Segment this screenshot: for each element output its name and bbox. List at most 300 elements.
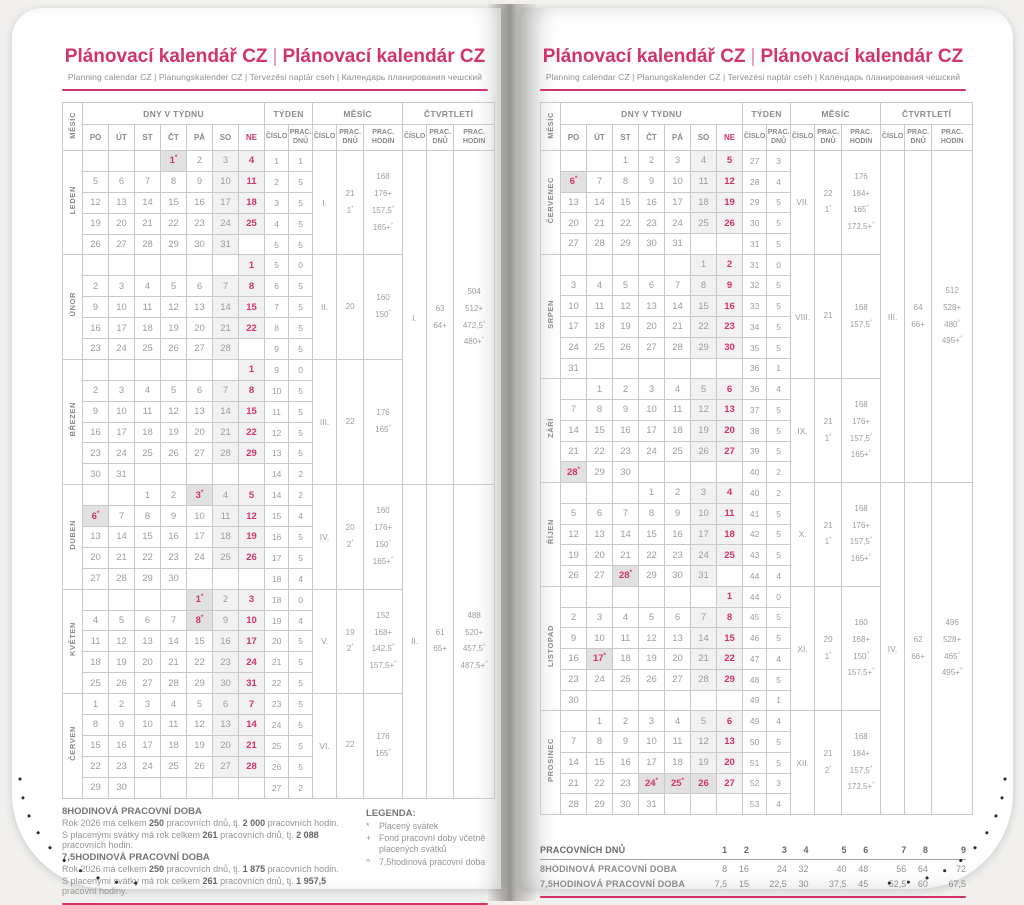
day-cell: 20 <box>83 547 109 568</box>
day-cell: 26 <box>613 337 639 358</box>
day-cell: 23 <box>561 669 587 690</box>
day-cell: 23 <box>83 443 109 464</box>
day-cell: 9 <box>109 715 135 736</box>
workdays-col-header: 2 <box>727 842 749 860</box>
day-cell: 10 <box>187 506 213 527</box>
week-number-cell: 36 <box>743 379 767 400</box>
day-cell: 16 <box>613 420 639 441</box>
text-segment: 261 <box>202 829 218 840</box>
day-cell <box>213 777 239 798</box>
workdays-value: 48 <box>858 864 869 874</box>
month-number-cell: IV. <box>313 485 337 589</box>
day-cell: 7 <box>691 607 717 628</box>
workdays-row-label: 7,5HODINOVÁ PRACOVNÍ DOBA <box>540 879 686 889</box>
day-cell: 5 <box>613 275 639 296</box>
day-cell: 30 <box>109 777 135 798</box>
day-cell: 15 <box>187 631 213 652</box>
week-workdays-cell: 5 <box>767 752 791 773</box>
week-workdays-cell: 2 <box>767 483 791 504</box>
day-cell: 27 <box>109 234 135 255</box>
day-cell: 10 <box>239 610 265 631</box>
day-cell: 2 <box>613 711 639 732</box>
footer-left <box>62 804 488 898</box>
day-cell: 6 <box>639 275 665 296</box>
week-workdays-cell: 5 <box>767 607 791 628</box>
day-cell: 9 <box>613 400 639 421</box>
day-cell: 18 <box>161 735 187 756</box>
day-cell: 30 <box>83 464 109 485</box>
day-cell: 10 <box>213 171 239 192</box>
day-cell: 11 <box>213 506 239 527</box>
day-cell: 27 <box>187 443 213 464</box>
day-cell: 23 <box>187 213 213 234</box>
month-header: MĚSÍC <box>791 103 881 125</box>
quarter-header: ČTVRTLETÍ <box>403 103 495 125</box>
day-cell: 10 <box>561 296 587 317</box>
week-workdays-cell: 5 <box>289 339 313 360</box>
day-cell: 10 <box>109 297 135 318</box>
day-cell: 30 <box>561 690 587 711</box>
day-cell <box>717 234 743 255</box>
day-cell: 13 <box>561 192 587 213</box>
day-cell: 5 <box>691 711 717 732</box>
day-cell: 31 <box>639 794 665 815</box>
day-cell: 25 <box>613 669 639 690</box>
day-cell <box>717 794 743 815</box>
subcolumn-header: PRAC. HODIN <box>364 125 403 151</box>
workdays-value: 37,5 <box>829 879 847 889</box>
day-cell: 4 <box>717 483 743 504</box>
day-cell: 17 <box>135 735 161 756</box>
day-cell: 2 <box>665 483 691 504</box>
day-cell: 7 <box>587 171 613 192</box>
subcolumn-header: ČÍSLO <box>313 125 337 151</box>
day-cell: 1 <box>83 694 109 715</box>
day-cell: 27 <box>587 566 613 587</box>
day-cell: 25* <box>665 773 691 794</box>
week-number-cell: 2 <box>265 171 289 192</box>
day-cell: 1 <box>717 586 743 607</box>
day-cell: 14 <box>561 752 587 773</box>
week-workdays-cell: 5 <box>289 234 313 255</box>
quarter-workdays-cell: 62 66+ <box>905 483 932 815</box>
workdays-row <box>540 860 966 876</box>
month-hours-cell: 160 176+ 150^ 165+^ <box>364 485 403 589</box>
day-cell: 2 <box>639 151 665 172</box>
month-number-cell: X. <box>791 483 815 587</box>
day-cell: 23 <box>613 773 639 794</box>
day-cell: 26 <box>691 773 717 794</box>
day-cell: 15 <box>717 628 743 649</box>
day-cell: 9 <box>187 171 213 192</box>
day-cell <box>83 589 109 610</box>
month-number-cell: VIII. <box>791 254 815 379</box>
day-cell: 5 <box>691 379 717 400</box>
week-number-cell: 36 <box>743 358 767 379</box>
day-cell: 9 <box>717 275 743 296</box>
day-cell: 17 <box>109 318 135 339</box>
day-cell: 20 <box>561 213 587 234</box>
workdays-value: 45 <box>858 879 869 889</box>
day-cell: 19 <box>691 420 717 441</box>
day-cell: 8 <box>587 400 613 421</box>
workdays-value: 8 <box>722 864 728 874</box>
week-workdays-cell: 5 <box>289 673 313 694</box>
subcolumn-header: ČÍSLO <box>881 125 905 151</box>
week-number-cell: 14 <box>265 485 289 506</box>
week-number-cell: 23 <box>265 694 289 715</box>
day-cell: 16 <box>109 735 135 756</box>
day-cell: 25 <box>239 213 265 234</box>
day-cell: 10 <box>691 503 717 524</box>
quarter-number-cell: IV. <box>881 483 905 815</box>
working-time-heading: 8HODINOVÁ PRACOVNÍ DOBA <box>62 805 202 817</box>
day-cell: 4 <box>135 380 161 401</box>
day-cell: 5 <box>561 503 587 524</box>
week-header: TÝDEN <box>265 103 313 125</box>
subcolumn-header: PRAC. DNŮ <box>767 125 791 151</box>
calendar-table <box>540 102 973 815</box>
day-cell: 18 <box>83 652 109 673</box>
day-cell: 27 <box>187 339 213 360</box>
day-cell: 11 <box>665 400 691 421</box>
day-cell: 9 <box>161 506 187 527</box>
month-label: ČERVEN <box>63 694 83 798</box>
workdays-row-label: 8HODINOVÁ PRACOVNÍ DOBA <box>540 864 678 874</box>
week-number-cell: 51 <box>743 752 767 773</box>
day-cell: 3 <box>691 483 717 504</box>
week-number-cell: 50 <box>743 732 767 753</box>
day-cell <box>213 359 239 380</box>
week-workdays-cell: 5 <box>767 400 791 421</box>
week-number-cell: 25 <box>265 735 289 756</box>
month-workdays-cell: 21 <box>815 254 842 379</box>
day-cell: 16 <box>717 296 743 317</box>
day-cell: 13 <box>135 631 161 652</box>
month-number-cell: XII. <box>791 711 815 815</box>
text-segment: Rok 2026 má celkem <box>62 864 150 875</box>
workdays-value: 24 <box>776 864 787 874</box>
day-cell <box>239 777 265 798</box>
month-hours-cell: 176 165^ <box>364 359 403 484</box>
week-number-cell: 7 <box>265 297 289 318</box>
day-cell: 25 <box>135 339 161 360</box>
day-cell: 2 <box>109 694 135 715</box>
day-cell: 3 <box>587 607 613 628</box>
workdays-col-header: 1 <box>700 842 727 860</box>
week-number-cell: 9 <box>265 339 289 360</box>
day-cell: 25 <box>213 547 239 568</box>
quarter-hours-cell: 504 512+ 472,5^ 480+^ <box>454 151 495 485</box>
month-workdays-cell: 21 1* <box>815 379 842 483</box>
day-cell: 27 <box>665 669 691 690</box>
subcolumn-header: PRAC. HODIN <box>454 125 495 151</box>
day-cell: 22 <box>717 649 743 670</box>
workdays-value: 60 <box>917 879 928 889</box>
day-cell: 13 <box>187 401 213 422</box>
day-cell: 30 <box>187 234 213 255</box>
day-cell <box>135 464 161 485</box>
day-cell: 3 <box>561 275 587 296</box>
day-cell: 30 <box>665 566 691 587</box>
day-cell: 17 <box>213 192 239 213</box>
day-cell <box>691 462 717 483</box>
day-cell: 19 <box>109 652 135 673</box>
day-cell: 2 <box>213 589 239 610</box>
day-cell: 4 <box>239 151 265 172</box>
workdays-conversion-table <box>540 842 966 890</box>
day-cell <box>587 358 613 379</box>
day-cell: 7 <box>561 732 587 753</box>
day-cell: 12 <box>161 297 187 318</box>
workdays-value: 22,5 <box>769 879 787 889</box>
day-cell: 19 <box>187 735 213 756</box>
day-cell: 1 <box>639 483 665 504</box>
day-cell: 26 <box>161 339 187 360</box>
month-number-cell: I. <box>313 151 337 255</box>
day-cell: 11 <box>135 297 161 318</box>
day-cell <box>213 464 239 485</box>
day-cell: 18 <box>613 649 639 670</box>
day-header: ÚT <box>109 125 135 151</box>
day-cell: 25 <box>161 756 187 777</box>
month-column-header: MĚSÍC <box>541 103 561 151</box>
day-cell <box>83 255 109 276</box>
week-workdays-cell: 4 <box>767 566 791 587</box>
workdays-value: 16 <box>738 864 749 874</box>
day-cell: 22 <box>587 773 613 794</box>
month-hours-cell: 152 168+ 142,5^ 157,5+^ <box>364 589 403 693</box>
day-cell <box>561 379 587 400</box>
day-cell: 12 <box>83 192 109 213</box>
day-cell: 4 <box>613 607 639 628</box>
day-cell: 6 <box>135 610 161 631</box>
week-row <box>541 483 973 504</box>
week-number-cell: 31 <box>743 234 767 255</box>
day-cell: 17 <box>561 317 587 338</box>
month-workdays-cell: 20 1* <box>815 586 842 711</box>
day-cell: 30 <box>639 234 665 255</box>
day-cell: 17 <box>665 192 691 213</box>
day-cell <box>561 483 587 504</box>
month-label: ŘÍJEN <box>541 483 561 587</box>
header-rule <box>62 89 488 91</box>
day-cell: 12 <box>613 296 639 317</box>
month-number-cell: VII. <box>791 151 815 255</box>
day-cell: 7 <box>239 694 265 715</box>
day-cell: 20 <box>187 318 213 339</box>
day-cell: 11 <box>587 296 613 317</box>
workdays-value: 56 <box>896 864 907 874</box>
day-cell: 9 <box>613 732 639 753</box>
week-workdays-cell: 5 <box>289 527 313 548</box>
page-subtitle: Planning calendar CZ | Planungskalender CZ | Tervezési naptár cseh | Календарь планирования чешский <box>67 72 483 82</box>
quarter-hours-cell: 496 528+ 465^ 495+^ <box>932 483 973 815</box>
day-cell: 15 <box>639 524 665 545</box>
week-workdays-cell: 1 <box>289 151 313 172</box>
table-header <box>541 103 973 151</box>
day-cell: 12 <box>239 506 265 527</box>
day-cell: 27 <box>135 673 161 694</box>
day-cell: 4 <box>691 151 717 172</box>
week-workdays-cell: 5 <box>767 545 791 566</box>
day-cell <box>717 566 743 587</box>
day-cell: 25 <box>135 443 161 464</box>
day-header: PÁ <box>665 125 691 151</box>
day-cell: 19 <box>561 545 587 566</box>
day-cell: 29 <box>135 568 161 589</box>
day-cell: 14 <box>109 527 135 548</box>
day-cell <box>665 690 691 711</box>
day-cell <box>613 586 639 607</box>
week-workdays-cell: 5 <box>767 337 791 358</box>
week-number-cell: 26 <box>265 756 289 777</box>
day-cell: 5 <box>239 485 265 506</box>
text-segment: pracovních dnů, tj. <box>217 829 297 840</box>
day-cell: 4 <box>83 610 109 631</box>
week-row <box>541 151 973 172</box>
day-cell: 20 <box>717 420 743 441</box>
day-cell: 11 <box>691 171 717 192</box>
day-cell: 19 <box>161 422 187 443</box>
day-cell: 19 <box>691 752 717 773</box>
week-number-cell: 37 <box>743 400 767 421</box>
day-cell: 6 <box>717 711 743 732</box>
day-cell <box>187 255 213 276</box>
day-cell: 22 <box>161 213 187 234</box>
day-cell: 6 <box>187 380 213 401</box>
day-cell: 15 <box>161 192 187 213</box>
day-cell: 23 <box>665 545 691 566</box>
week-number-cell: 18 <box>265 568 289 589</box>
day-cell: 14 <box>213 297 239 318</box>
subcolumn-header: PRAC. DNŮ <box>905 125 932 151</box>
day-cell <box>561 711 587 732</box>
day-cell: 24 <box>561 337 587 358</box>
day-cell <box>639 462 665 483</box>
title-cz: Plánovací kalendář CZ <box>64 46 268 67</box>
text-segment: S placenými svátky má rok celkem <box>62 829 203 840</box>
week-number-cell: 35 <box>743 337 767 358</box>
day-cell: 8* <box>187 610 213 631</box>
day-cell: 14 <box>613 524 639 545</box>
week-number-cell: 44 <box>743 586 767 607</box>
day-cell: 21 <box>665 317 691 338</box>
day-cell: 21 <box>561 773 587 794</box>
day-cell: 10 <box>639 400 665 421</box>
table-header <box>63 103 495 151</box>
week-workdays-cell: 5 <box>289 297 313 318</box>
text-segment: 250 <box>149 864 165 875</box>
day-cell: 18 <box>587 317 613 338</box>
day-cell <box>587 151 613 172</box>
day-cell: 14 <box>135 192 161 213</box>
day-cell: 24 <box>691 545 717 566</box>
day-cell: 23 <box>161 547 187 568</box>
month-workdays-cell: 22 <box>337 694 364 798</box>
week-number-cell: 15 <box>265 506 289 527</box>
day-cell: 23 <box>109 756 135 777</box>
day-cell: 14 <box>561 420 587 441</box>
month-hours-cell: 168 176+ 157,5^ 165+^ <box>364 151 403 255</box>
page-subtitle: Planning calendar CZ | Planungskalender CZ | Tervezési naptár cseh | Календарь планирования чешский <box>545 72 961 82</box>
day-cell <box>561 586 587 607</box>
day-cell: 9 <box>665 503 691 524</box>
day-cell: 13 <box>213 715 239 736</box>
day-cell: 28 <box>587 234 613 255</box>
text-segment: 2 000 <box>242 818 266 829</box>
week-number-cell: 47 <box>743 649 767 670</box>
day-cell: 3 <box>213 151 239 172</box>
week-workdays-cell: 5 <box>289 443 313 464</box>
text-segment: pracovních hodin. <box>62 839 134 850</box>
day-cell: 24* <box>639 773 665 794</box>
day-cell: 6* <box>561 171 587 192</box>
day-cell: 16 <box>561 649 587 670</box>
day-cell: 8 <box>135 506 161 527</box>
week-number-cell: 18 <box>265 589 289 610</box>
day-cell: 28* <box>613 566 639 587</box>
quarter-number-cell: III. <box>881 151 905 483</box>
month-workdays-cell: 19 2* <box>337 589 364 693</box>
text-segment: 1 875 <box>242 864 266 875</box>
week-workdays-cell: 1 <box>767 690 791 711</box>
day-cell <box>135 151 161 172</box>
day-cell: 1 <box>691 254 717 275</box>
week-workdays-cell: 3 <box>767 773 791 794</box>
day-cell: 8 <box>83 715 109 736</box>
day-cell: 14 <box>213 401 239 422</box>
day-cell: 13 <box>187 297 213 318</box>
day-cell: 21 <box>613 545 639 566</box>
month-label: ČERVENEC <box>541 151 561 255</box>
week-number-cell: 24 <box>265 715 289 736</box>
day-cell <box>109 589 135 610</box>
day-cell: 15 <box>135 527 161 548</box>
day-cell: 2 <box>83 276 109 297</box>
day-cell: 23 <box>639 213 665 234</box>
day-cell: 3 <box>109 276 135 297</box>
text-segment: pracovních dnů, tj. <box>164 818 243 829</box>
day-cell: 26 <box>717 213 743 234</box>
workdays-col-header: 3 <box>749 842 787 860</box>
day-cell: 28 <box>691 669 717 690</box>
day-cell: 29 <box>83 777 109 798</box>
day-cell: 20 <box>213 735 239 756</box>
text-segment: pracovních dnů, tj. <box>217 875 297 886</box>
workdays-value: 32 <box>798 864 809 874</box>
day-cell: 21 <box>213 318 239 339</box>
day-cell: 16 <box>613 752 639 773</box>
month-workdays-cell: 20 2* <box>337 485 364 589</box>
quarter-workdays-cell: 61 65+ <box>427 485 454 798</box>
day-cell: 4 <box>665 379 691 400</box>
day-cell: 22 <box>83 756 109 777</box>
day-cell <box>161 464 187 485</box>
week-workdays-cell: 5 <box>289 422 313 443</box>
day-cell: 28 <box>213 339 239 360</box>
day-cell: 5 <box>83 171 109 192</box>
day-cell: 29 <box>639 566 665 587</box>
day-cell <box>239 234 265 255</box>
day-cell: 10 <box>639 732 665 753</box>
week-workdays-cell: 1 <box>767 358 791 379</box>
day-cell: 3* <box>187 485 213 506</box>
day-cell: 12 <box>187 715 213 736</box>
month-label: PROSINEC <box>541 711 561 815</box>
week-workdays-cell: 4 <box>289 506 313 527</box>
week-number-cell: 14 <box>265 464 289 485</box>
